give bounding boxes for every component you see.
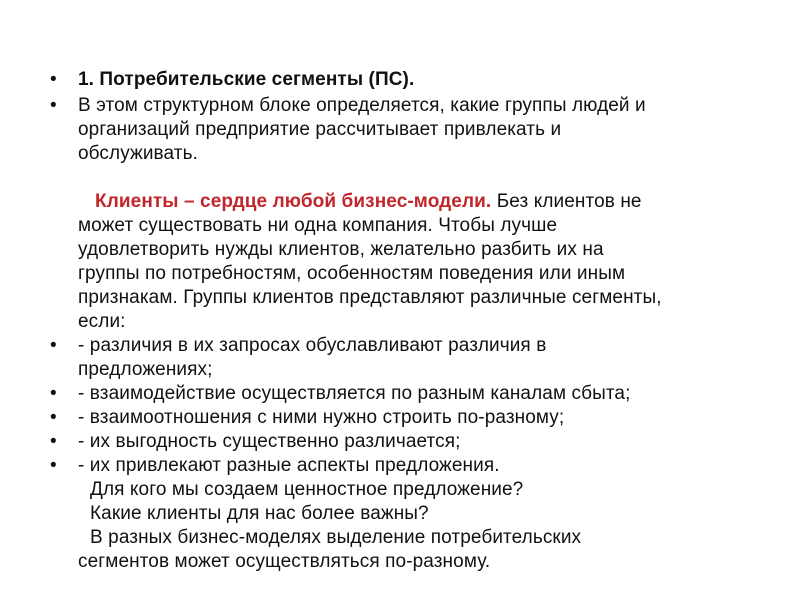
- bullet-marker: •: [50, 69, 57, 90]
- condition-item: - их выгодность существенно различается;: [78, 431, 461, 452]
- bullet-marker: •: [50, 335, 57, 356]
- question-line: Какие клиенты для нас более важны?: [90, 503, 429, 524]
- bullet-marker: •: [50, 95, 57, 116]
- condition-item-continued: предложениях;: [78, 359, 213, 380]
- closing-line: сегментов может осуществляться по-разному.: [78, 551, 491, 572]
- clients-line: если:: [78, 311, 126, 332]
- intro-line: обслуживать.: [78, 143, 198, 164]
- condition-item: - их привлекают разные аспекты предложения.: [78, 455, 500, 476]
- intro-line: организаций предприятие рассчитывает привлекать и: [78, 119, 562, 140]
- clients-highlight: Клиенты – сердце любой бизнес-модели.: [95, 191, 492, 212]
- clients-line: признакам. Группы клиентов представляют различные сегменты,: [78, 287, 662, 308]
- clients-line: может существовать ни одна компания. Чтобы лучше: [78, 215, 558, 236]
- bullet-marker: •: [50, 407, 57, 428]
- condition-item: - различия в их запросах обуславливают различия в: [78, 335, 547, 356]
- intro-line: В этом структурном блоке определяется, какие группы людей и: [78, 95, 646, 116]
- slide-heading: 1. Потребительские сегменты (ПС).: [78, 69, 415, 90]
- bullet-marker: •: [50, 431, 57, 452]
- clients-lead-line: [95, 190, 642, 214]
- question-line: Для кого мы создаем ценностное предложение?: [90, 479, 524, 500]
- bullet-marker: •: [50, 383, 57, 404]
- clients-rest: Без клиентов не: [491, 191, 642, 212]
- clients-line: группы по потребностям, особенностям поведения или иным: [78, 263, 626, 284]
- condition-item: - взаимодействие осуществляется по разным каналам сбыта;: [78, 383, 631, 404]
- clients-line: удовлетворить нужды клиентов, желательно разбить их на: [78, 239, 604, 260]
- bullet-marker: •: [50, 455, 57, 476]
- closing-line: В разных бизнес-моделях выделение потребительских: [90, 527, 582, 548]
- condition-item: - взаимоотношения с ними нужно строить по-разному;: [78, 407, 565, 428]
